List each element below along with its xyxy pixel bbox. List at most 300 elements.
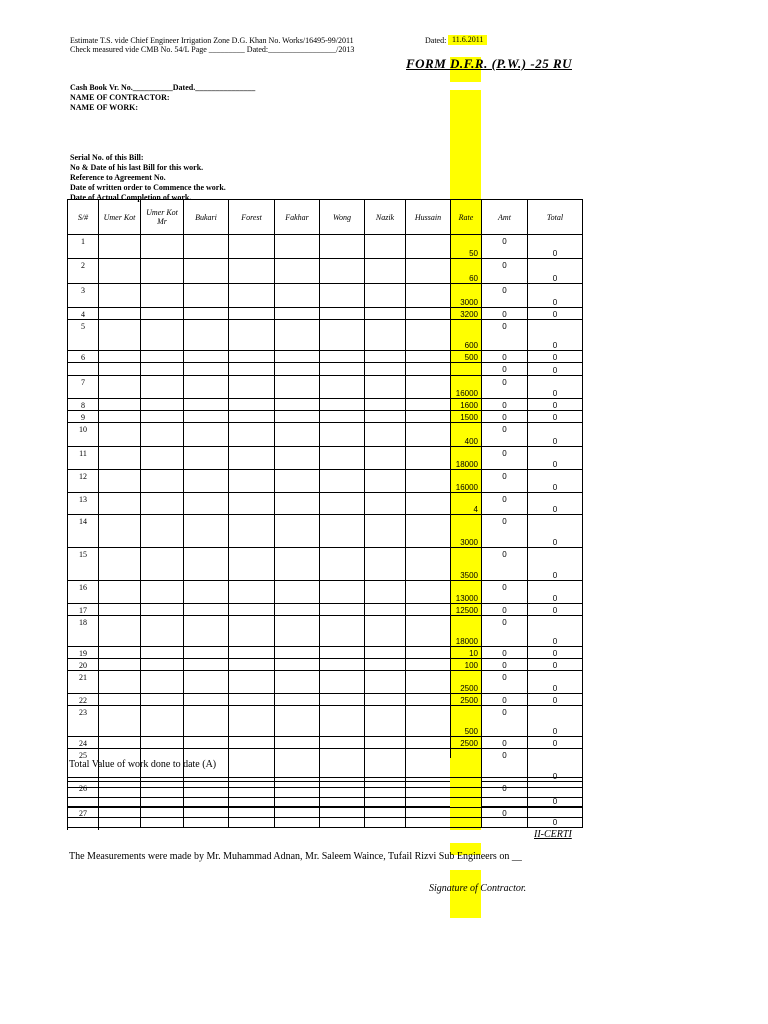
col-header: Total <box>528 200 583 235</box>
quantity-cell <box>275 616 320 647</box>
amount-cell: 0 <box>482 308 528 320</box>
quantity-cell <box>406 308 451 320</box>
quantity-cell <box>99 616 141 647</box>
quantity-cell <box>99 470 141 493</box>
quantity-cell <box>184 284 229 308</box>
quantity-cell <box>99 284 141 308</box>
quantity-cell <box>184 515 229 548</box>
quantity-cell <box>365 423 406 447</box>
contractor-label: NAME OF CONTRACTOR: <box>70 93 170 102</box>
amount-cell: 0 <box>482 581 528 604</box>
rate-cell: 400 <box>451 423 482 447</box>
quantity-cell <box>184 376 229 399</box>
table-row <box>68 737 583 749</box>
table-row <box>68 411 583 423</box>
quantity-cell <box>320 706 365 737</box>
rate-cell: 500 <box>451 351 482 363</box>
quantity-cell <box>184 671 229 694</box>
quantity-cell <box>406 399 451 411</box>
quantity-cell <box>184 423 229 447</box>
dated-label: Dated: <box>425 36 447 45</box>
quantity-cell <box>275 470 320 493</box>
quantity-cell <box>229 376 275 399</box>
total-cell: 0 <box>528 493 583 515</box>
quantity-cell <box>365 376 406 399</box>
amount-cell: 0 <box>482 235 528 259</box>
rate-cell: 10 <box>451 647 482 659</box>
amount-cell: 0 <box>482 376 528 399</box>
quantity-cell <box>99 259 141 284</box>
total-cell: 0 <box>528 351 583 363</box>
quantity-cell <box>184 447 229 470</box>
quantity-cell <box>184 470 229 493</box>
serial-cell: 20 <box>68 659 99 671</box>
rate-cell <box>451 363 482 376</box>
quantity-cell <box>184 604 229 616</box>
rate-highlight-mid <box>450 90 481 200</box>
quantity-cell <box>275 447 320 470</box>
work-label: NAME OF WORK: <box>70 103 138 112</box>
quantity-cell <box>406 548 451 581</box>
amount-cell: 0 <box>482 493 528 515</box>
rate-cell: 3000 <box>451 284 482 308</box>
quantity-cell <box>141 235 184 259</box>
amount-cell: 0 <box>482 737 528 749</box>
total-cell: 0 <box>528 749 583 782</box>
total-cell: 0 <box>528 616 583 647</box>
col-header: Wong <box>320 200 365 235</box>
quantity-cell <box>184 363 229 376</box>
quantity-cell <box>275 351 320 363</box>
amount-cell: 0 <box>482 807 528 828</box>
table-row <box>68 581 583 604</box>
quantity-cell <box>229 671 275 694</box>
quantity-cell <box>365 235 406 259</box>
quantity-cell <box>275 671 320 694</box>
col-header: Nazik <box>365 200 406 235</box>
quantity-cell <box>229 259 275 284</box>
total-cell: 0 <box>528 807 583 828</box>
quantity-cell <box>229 320 275 351</box>
amount-cell: 0 <box>482 470 528 493</box>
table-row <box>68 376 583 399</box>
quantity-cell <box>141 515 184 548</box>
quantity-cell <box>141 411 184 423</box>
amount-cell: 0 <box>482 399 528 411</box>
quantity-cell <box>184 647 229 659</box>
quantity-cell <box>141 647 184 659</box>
quantity-cell <box>320 647 365 659</box>
col-header: Amt <box>482 200 528 235</box>
total-cell: 0 <box>528 411 583 423</box>
quantity-cell <box>320 671 365 694</box>
amount-cell: 0 <box>482 515 528 548</box>
quantity-cell <box>275 320 320 351</box>
quantity-cell <box>365 447 406 470</box>
quantity-cell <box>99 411 141 423</box>
rate-cell: 13000 <box>451 581 482 604</box>
quantity-cell <box>184 493 229 515</box>
serial-cell: 4 <box>68 308 99 320</box>
quantity-cell <box>320 515 365 548</box>
serial-cell: 9 <box>68 411 99 423</box>
quantity-cell <box>320 470 365 493</box>
quantity-cell <box>320 604 365 616</box>
quantity-cell <box>141 399 184 411</box>
quantity-cell <box>275 411 320 423</box>
rate-cell: 18000 <box>451 616 482 647</box>
total-lines <box>67 768 583 828</box>
quantity-cell <box>184 694 229 706</box>
quantity-cell <box>406 351 451 363</box>
amount-cell: 0 <box>482 411 528 423</box>
rate-cell: 18000 <box>451 447 482 470</box>
amount-cell: 0 <box>482 351 528 363</box>
quantity-cell <box>320 659 365 671</box>
form-title: FORM D.F.R. (P.W.) -25 RU <box>406 56 572 71</box>
quantity-cell <box>275 284 320 308</box>
quantity-cell <box>320 548 365 581</box>
total-cell: 0 <box>528 548 583 581</box>
quantity-cell <box>275 647 320 659</box>
total-cell: 0 <box>528 515 583 548</box>
quantity-cell <box>229 399 275 411</box>
quantity-cell <box>229 694 275 706</box>
quantity-cell <box>365 259 406 284</box>
quantity-cell <box>229 647 275 659</box>
quantity-cell <box>320 737 365 749</box>
table-row <box>68 470 583 493</box>
serial-cell: 23 <box>68 706 99 737</box>
amount-cell: 0 <box>482 659 528 671</box>
quantity-cell <box>99 604 141 616</box>
quantity-cell <box>365 493 406 515</box>
amount-cell: 0 <box>482 616 528 647</box>
serial-cell: 8 <box>68 399 99 411</box>
total-cell: 0 <box>528 659 583 671</box>
quantity-cell <box>365 308 406 320</box>
col-header-rate: Rate <box>451 200 482 235</box>
quantity-cell <box>320 284 365 308</box>
quantity-cell <box>320 320 365 351</box>
total-cell: 0 <box>528 706 583 737</box>
amount-cell: 0 <box>482 447 528 470</box>
serial-cell: 24 <box>68 737 99 749</box>
total-cell: 0 <box>528 308 583 320</box>
serial-cell: 2 <box>68 259 99 284</box>
table-row <box>68 647 583 659</box>
quantity-cell <box>99 671 141 694</box>
rate-cell: 1600 <box>451 399 482 411</box>
quantity-cell <box>229 515 275 548</box>
quantity-cell <box>406 616 451 647</box>
quantity-cell <box>406 671 451 694</box>
serial-cell: 13 <box>68 493 99 515</box>
quantity-cell <box>99 308 141 320</box>
quantity-cell <box>365 659 406 671</box>
quantity-cell <box>320 376 365 399</box>
quantity-cell <box>184 308 229 320</box>
amount-cell: 0 <box>482 749 528 782</box>
quantity-cell <box>229 351 275 363</box>
quantity-cell <box>406 659 451 671</box>
quantity-cell <box>99 659 141 671</box>
table-row <box>68 423 583 447</box>
serial-cell: 11 <box>68 447 99 470</box>
quantity-cell <box>365 671 406 694</box>
quantity-cell <box>406 515 451 548</box>
quantity-cell <box>275 706 320 737</box>
quantity-cell <box>184 548 229 581</box>
quantity-cell <box>184 320 229 351</box>
table-row <box>68 694 583 706</box>
quantity-cell <box>141 581 184 604</box>
total-cell: 0 <box>528 399 583 411</box>
quantity-cell <box>141 616 184 647</box>
quantity-cell <box>275 363 320 376</box>
total-cell: 0 <box>528 671 583 694</box>
serial-cell: 7 <box>68 376 99 399</box>
quantity-cell <box>229 581 275 604</box>
table-row <box>68 351 583 363</box>
table-row <box>68 320 583 351</box>
quantity-cell <box>275 308 320 320</box>
rate-cell: 12500 <box>451 604 482 616</box>
total-value-label: Total Value of work done to date (A) <box>69 759 217 770</box>
serial-cell: 19 <box>68 647 99 659</box>
quantity-cell <box>365 604 406 616</box>
quantity-cell <box>406 259 451 284</box>
total-cell: 0 <box>528 259 583 284</box>
quantity-cell <box>406 737 451 749</box>
amount-cell: 0 <box>482 320 528 351</box>
quantity-cell <box>275 604 320 616</box>
quantity-cell <box>99 694 141 706</box>
table-row <box>68 235 583 259</box>
quantity-cell <box>365 399 406 411</box>
total-cell: 0 <box>528 694 583 706</box>
quantity-cell <box>229 423 275 447</box>
quantity-cell <box>320 447 365 470</box>
quantity-cell <box>99 493 141 515</box>
col-header: Forest <box>229 200 275 235</box>
quantity-cell <box>365 515 406 548</box>
quantity-cell <box>141 737 184 749</box>
quantity-cell <box>275 737 320 749</box>
table-row <box>68 493 583 515</box>
serial-cell: 6 <box>68 351 99 363</box>
quantity-cell <box>141 604 184 616</box>
quantity-cell <box>320 694 365 706</box>
table-row <box>68 259 583 284</box>
quantity-cell <box>365 694 406 706</box>
quantity-cell <box>141 659 184 671</box>
col-header: Umer Kot Mr <box>141 200 184 235</box>
quantity-cell <box>406 694 451 706</box>
amount-cell: 0 <box>482 284 528 308</box>
quantity-cell <box>99 351 141 363</box>
rate-cell: 2500 <box>451 671 482 694</box>
quantity-cell <box>184 706 229 737</box>
serial-cell: 16 <box>68 581 99 604</box>
signature-label: Signature of Contractor. <box>429 883 527 894</box>
quantity-cell <box>99 376 141 399</box>
amount-cell: 0 <box>482 548 528 581</box>
quantity-cell <box>406 423 451 447</box>
quantity-cell <box>99 399 141 411</box>
rate-cell: 16000 <box>451 376 482 399</box>
quantity-cell <box>406 284 451 308</box>
quantity-cell <box>275 694 320 706</box>
total-cell: 0 <box>528 782 583 807</box>
quantity-cell <box>99 423 141 447</box>
quantity-cell <box>320 363 365 376</box>
quantity-cell <box>141 447 184 470</box>
quantity-cell <box>365 363 406 376</box>
amount-cell: 0 <box>482 259 528 284</box>
quantity-cell <box>320 308 365 320</box>
quantity-cell <box>184 581 229 604</box>
quantity-cell <box>275 259 320 284</box>
quantity-cell <box>365 411 406 423</box>
serial-cell: 25 <box>68 749 99 782</box>
col-header: Fakhar <box>275 200 320 235</box>
total-cell: 0 <box>528 647 583 659</box>
serial-cell: 26 <box>68 782 99 807</box>
quantity-cell <box>229 548 275 581</box>
quantity-cell <box>141 376 184 399</box>
measurement-table <box>67 199 583 828</box>
col-header: Hussain <box>406 200 451 235</box>
quantity-cell <box>320 399 365 411</box>
quantity-cell <box>229 308 275 320</box>
quantity-cell <box>99 581 141 604</box>
quantity-cell <box>275 423 320 447</box>
quantity-cell <box>406 470 451 493</box>
quantity-cell <box>275 581 320 604</box>
quantity-cell <box>275 659 320 671</box>
col-header: Bukari <box>184 200 229 235</box>
quantity-cell <box>99 515 141 548</box>
quantity-cell <box>320 235 365 259</box>
total-cell: 0 <box>528 363 583 376</box>
quantity-cell <box>320 616 365 647</box>
table-row <box>68 515 583 548</box>
quantity-cell <box>275 376 320 399</box>
quantity-cell <box>229 363 275 376</box>
serial-cell: 27 <box>68 807 99 828</box>
serial-cell <box>68 363 99 376</box>
quantity-cell <box>320 493 365 515</box>
amount-cell: 0 <box>482 423 528 447</box>
quantity-cell <box>229 706 275 737</box>
table-row <box>68 308 583 320</box>
quantity-cell <box>406 647 451 659</box>
quantity-cell <box>229 447 275 470</box>
quantity-cell <box>275 548 320 581</box>
quantity-cell <box>184 351 229 363</box>
dated-value: 11.6.2011 <box>448 35 487 45</box>
bill-last: No & Date of his last Bill for this work. <box>70 163 204 172</box>
amount-cell: 0 <box>482 647 528 659</box>
serial-cell: 21 <box>68 671 99 694</box>
rate-cell: 3000 <box>451 515 482 548</box>
quantity-cell <box>365 616 406 647</box>
quantity-cell <box>320 423 365 447</box>
quantity-cell <box>229 737 275 749</box>
table-row <box>68 616 583 647</box>
quantity-cell <box>141 706 184 737</box>
quantity-cell <box>229 616 275 647</box>
quantity-cell <box>275 399 320 411</box>
quantity-cell <box>275 515 320 548</box>
quantity-cell <box>141 259 184 284</box>
quantity-cell <box>99 737 141 749</box>
bill-serial: Serial No. of this Bill: <box>70 153 144 162</box>
quantity-cell <box>406 320 451 351</box>
serial-cell: 14 <box>68 515 99 548</box>
quantity-cell <box>275 235 320 259</box>
col-header: Umer Kot <box>99 200 141 235</box>
quantity-cell <box>365 647 406 659</box>
table-row <box>68 671 583 694</box>
rate-highlight-signature <box>450 870 481 918</box>
serial-cell: 5 <box>68 320 99 351</box>
quantity-cell <box>141 694 184 706</box>
amount-cell: 0 <box>482 671 528 694</box>
quantity-cell <box>229 659 275 671</box>
col-header: S/# <box>68 200 99 235</box>
quantity-cell <box>229 284 275 308</box>
rate-cell: 600 <box>451 320 482 351</box>
table-row <box>68 659 583 671</box>
quantity-cell <box>184 399 229 411</box>
quantity-cell <box>406 235 451 259</box>
total-cell: 0 <box>528 284 583 308</box>
quantity-cell <box>406 411 451 423</box>
quantity-cell <box>141 284 184 308</box>
quantity-cell <box>320 351 365 363</box>
quantity-cell <box>229 470 275 493</box>
rate-cell: 3200 <box>451 308 482 320</box>
quantity-cell <box>365 351 406 363</box>
quantity-cell <box>141 308 184 320</box>
quantity-cell <box>365 470 406 493</box>
quantity-cell <box>141 671 184 694</box>
bill-commence: Date of written order to Commence the work. <box>70 183 226 192</box>
measurements-statement: The Measurements were made by Mr. Muhammad Adnan, Mr. Saleem Waince, Tufail Rizvi Sub Engineers on __ <box>69 851 522 862</box>
quantity-cell <box>229 604 275 616</box>
quantity-cell <box>99 447 141 470</box>
cash-book-line: Cash Book Vr. No.__________Dated._______________ <box>70 83 256 92</box>
table-row <box>68 284 583 308</box>
quantity-cell <box>365 737 406 749</box>
check-measured-line: Check measured vide CMB No. 54/L Page _________ Dated:_________________/2013 <box>70 45 355 54</box>
quantity-cell <box>406 604 451 616</box>
quantity-cell <box>141 470 184 493</box>
total-cell: 0 <box>528 737 583 749</box>
quantity-cell <box>99 363 141 376</box>
table-row <box>68 363 583 376</box>
quantity-cell <box>184 259 229 284</box>
quantity-cell <box>184 411 229 423</box>
rate-cell: 16000 <box>451 470 482 493</box>
quantity-cell <box>229 411 275 423</box>
quantity-cell <box>406 376 451 399</box>
table-row <box>68 706 583 737</box>
quantity-cell <box>229 235 275 259</box>
quantity-cell <box>99 235 141 259</box>
